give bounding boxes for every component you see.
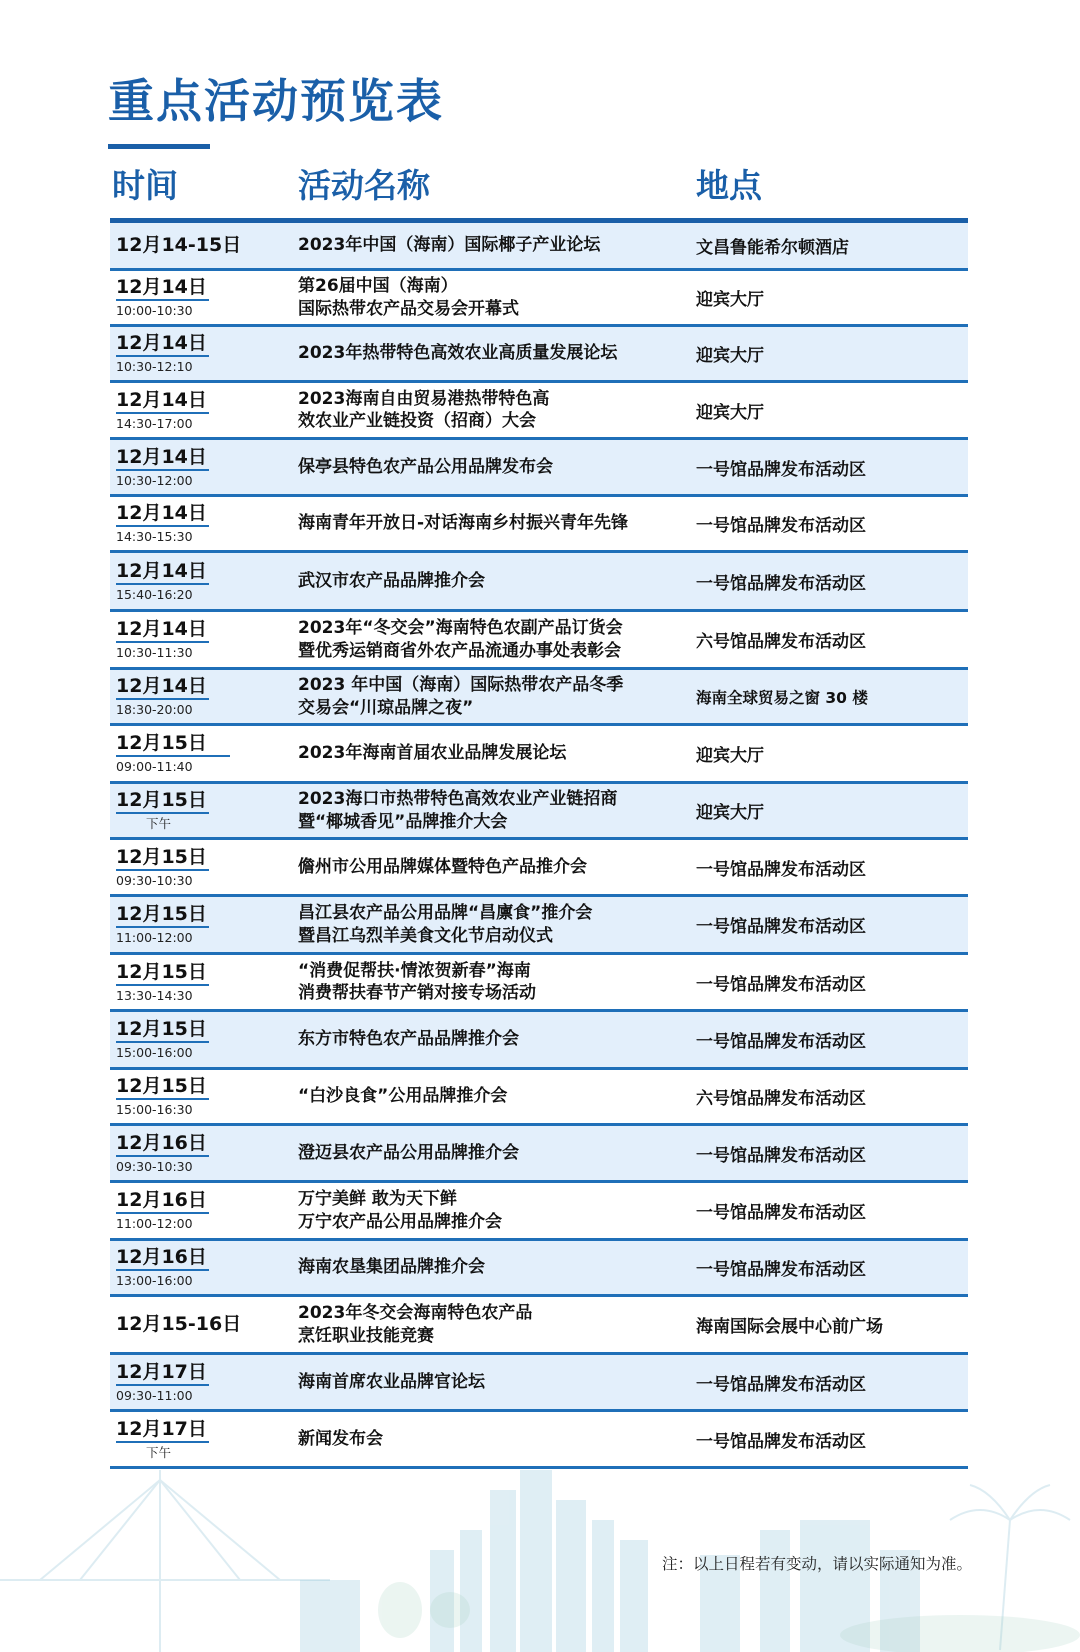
footnote: 注：以上日程若有变动，请以实际通知为准。 — [661, 1555, 972, 1573]
event-date: 12月15日 — [116, 1019, 209, 1043]
event-location: 六号馆品牌发布活动区 — [696, 632, 866, 652]
event-time: 11:00-12:00 — [116, 1216, 193, 1232]
event-name-line: 2023年热带特色高效农业高质量发展论坛 — [298, 343, 618, 364]
event-date: 12月14日 — [116, 447, 209, 471]
event-time: 14:30-17:00 — [116, 415, 193, 431]
event-name — [298, 612, 673, 667]
event-location: 文昌鲁能希尔顿酒店 — [696, 238, 849, 258]
event-location: 海南国际会展中心前广场 — [696, 1317, 883, 1337]
title-underline — [108, 144, 210, 149]
event-location: 一号馆品牌发布活动区 — [696, 573, 866, 594]
event-name — [298, 784, 673, 837]
event-name-line: 海南首席农业品牌官论坛 — [298, 1371, 485, 1392]
event-name-line: 交易会“川琼品牌之夜” — [298, 697, 474, 718]
event-time: 14:30-15:30 — [116, 529, 193, 545]
event-location: 一号馆品牌发布活动区 — [696, 1431, 866, 1452]
event-name-line: 消费帮扶春节产销对接专场活动 — [298, 983, 536, 1003]
event-date: 12月14日 — [116, 390, 209, 414]
event-time: 10:30-12:10 — [116, 359, 193, 375]
date-cell — [116, 612, 286, 667]
event-name — [298, 955, 673, 1009]
event-date: 12月14-15日 — [116, 233, 242, 256]
event-name — [298, 440, 673, 494]
date-cell — [116, 1297, 286, 1352]
event-name-line: 国际热带农产品交易会开幕式 — [298, 298, 519, 319]
event-date: 12月14日 — [116, 561, 209, 585]
table-row — [110, 897, 968, 955]
event-name-line: 儋州市公用品牌媒体暨特色产品推介会 — [298, 856, 587, 877]
event-name — [298, 1012, 673, 1067]
event-time: 下午 — [146, 1444, 172, 1460]
table-row — [110, 497, 968, 553]
date-cell — [116, 955, 286, 1009]
event-name-line: 保亭县特色农产品公用品牌发布会 — [298, 456, 553, 477]
table-row — [110, 1012, 968, 1070]
event-location: 一号馆品牌发布活动区 — [696, 1203, 866, 1223]
date-cell — [116, 1012, 286, 1067]
event-name-line: 暨优秀运销商省外农产品流通办事处表彰会 — [298, 640, 621, 661]
event-name — [298, 497, 673, 550]
table-row — [110, 1297, 968, 1355]
event-name-line: 暨昌江乌烈羊美食文化节启动仪式 — [298, 925, 553, 946]
table-row — [110, 726, 968, 784]
table-row — [110, 1412, 968, 1469]
event-time: 15:40-16:20 — [116, 586, 193, 602]
event-name-line: “消费促帮扶·情浓贺新春”海南 — [298, 960, 531, 981]
table-row — [110, 955, 968, 1012]
header-name: 活动名称 — [298, 166, 430, 205]
event-name — [298, 897, 673, 952]
table-row — [110, 840, 968, 897]
date-cell — [116, 1355, 286, 1409]
date-cell — [116, 271, 286, 324]
table-row — [110, 383, 968, 440]
date-cell — [116, 327, 286, 380]
event-location: 海南全球贸易之窗 30 楼 — [696, 688, 868, 707]
event-time: 15:00-16:30 — [116, 1102, 193, 1118]
event-name — [298, 1241, 673, 1294]
event-date: 12月15日 — [116, 962, 209, 986]
event-name-line: 效农业产业链投资（招商）大会 — [298, 411, 536, 431]
event-location: 迎宾大厅 — [696, 402, 764, 423]
event-name-line: 2023 年中国（海南）国际热带农产品冬季 — [298, 675, 624, 696]
event-name-line: 2023年中国（海南）国际椰子产业论坛 — [298, 235, 601, 256]
event-name-line: 烹饪职业技能竞赛 — [298, 1325, 434, 1346]
event-date: 12月14日 — [116, 333, 209, 357]
event-date: 12月15-16日 — [116, 1312, 242, 1335]
date-cell — [116, 1126, 286, 1180]
event-name — [298, 726, 673, 781]
event-name — [298, 670, 673, 723]
date-cell — [116, 840, 286, 894]
event-date: 12月16日 — [116, 1247, 209, 1271]
event-time: 10:00-10:30 — [116, 303, 193, 319]
event-name-line: 2023海南自由贸易港热带特色高 — [298, 388, 550, 409]
event-location: 一号馆品牌发布活动区 — [696, 1032, 866, 1052]
event-date: 12月17日 — [116, 1419, 209, 1443]
table-row — [110, 1183, 968, 1241]
event-location: 一号馆品牌发布活动区 — [696, 1374, 866, 1395]
event-date: 12月15日 — [116, 847, 209, 871]
event-date: 12月14日 — [116, 277, 209, 301]
event-name-line: 2023海口市热带特色高效农业产业链招商 — [298, 789, 618, 810]
event-name — [298, 1070, 673, 1123]
event-location: 一号馆品牌发布活动区 — [696, 516, 866, 536]
event-name-line: 海南农垦集团品牌推介会 — [298, 1257, 485, 1278]
event-name — [298, 1355, 673, 1409]
page-title: 重点活动预览表 — [108, 74, 444, 128]
event-time: 11:00-12:00 — [116, 930, 193, 946]
event-location: 一号馆品牌发布活动区 — [696, 974, 866, 995]
event-name — [298, 383, 673, 437]
event-name-line: 第26届中国（海南） — [298, 276, 458, 297]
date-cell — [116, 497, 286, 550]
table-row — [110, 1241, 968, 1297]
table-row — [110, 784, 968, 840]
event-time: 10:30-12:00 — [116, 472, 193, 488]
date-cell — [116, 1183, 286, 1238]
event-location: 迎宾大厅 — [696, 803, 764, 823]
table-row — [110, 271, 968, 327]
event-name — [298, 1183, 673, 1238]
table-row — [110, 327, 968, 383]
event-location: 一号馆品牌发布活动区 — [696, 459, 866, 480]
event-time: 13:00-16:00 — [116, 1273, 193, 1289]
event-time: 10:30-11:30 — [116, 645, 193, 661]
event-time: 09:00-11:40 — [116, 759, 193, 775]
event-name — [298, 1297, 673, 1352]
event-name-line: “白沙良食”公用品牌推介会 — [298, 1086, 508, 1107]
event-time: 18:30-20:00 — [116, 702, 193, 718]
event-location: 一号馆品牌发布活动区 — [696, 1260, 866, 1280]
event-name-line: 暨“椰城香见”品牌推介大会 — [298, 811, 508, 832]
event-name-line: 2023年海南首届农业品牌发展论坛 — [298, 743, 567, 764]
event-name — [298, 1126, 673, 1180]
event-location: 迎宾大厅 — [696, 746, 764, 766]
event-name-line: 新闻发布会 — [298, 1428, 383, 1449]
date-cell — [116, 383, 286, 437]
schedule-table — [110, 223, 968, 1469]
event-name — [298, 223, 673, 268]
event-date: 12月16日 — [116, 1133, 209, 1157]
event-name-line: 2023年“冬交会”海南特色农副产品订货会 — [298, 618, 623, 639]
date-cell — [116, 1412, 286, 1466]
event-name — [298, 271, 673, 324]
event-location: 迎宾大厅 — [696, 346, 764, 366]
date-cell — [116, 440, 286, 494]
event-date: 12月14日 — [116, 619, 209, 643]
event-date: 12月15日 — [116, 904, 209, 928]
event-time: 09:30-11:00 — [116, 1387, 193, 1403]
table-row — [110, 440, 968, 497]
table-row — [110, 223, 968, 271]
event-time: 13:30-14:30 — [116, 987, 193, 1003]
event-name-line: 东方市特色农产品品牌推介会 — [298, 1029, 519, 1050]
event-name-line: 武汉市农产品品牌推介会 — [298, 570, 485, 591]
event-time: 15:00-16:00 — [116, 1045, 193, 1061]
date-cell — [116, 726, 286, 781]
event-name-line: 澄迈县农产品公用品牌推介会 — [298, 1142, 519, 1163]
event-name-line: 海南青年开放日-对话海南乡村振兴青年先锋 — [298, 513, 629, 534]
event-date: 12月14日 — [116, 676, 209, 700]
event-location: 一号馆品牌发布活动区 — [696, 859, 866, 880]
table-row — [110, 1070, 968, 1126]
date-cell — [116, 553, 286, 609]
event-date: 12月15日 — [116, 790, 209, 814]
event-name — [298, 327, 673, 380]
event-name-line: 万宁美鲜 敢为天下鲜 — [298, 1189, 457, 1210]
event-name-line: 2023年冬交会海南特色农产品 — [298, 1303, 533, 1324]
event-name — [298, 840, 673, 894]
date-cell — [116, 670, 286, 723]
event-name-line: 昌江县农产品公用品牌“昌廪食”推介会 — [298, 903, 593, 924]
date-cell — [116, 897, 286, 952]
event-name-line: 万宁农产品公用品牌推介会 — [298, 1211, 502, 1232]
event-date: 12月16日 — [116, 1190, 209, 1214]
table-row — [110, 1126, 968, 1183]
event-name — [298, 553, 673, 609]
header-time: 时间 — [112, 166, 178, 205]
event-date: 12月15日 — [116, 733, 230, 757]
table-row — [110, 1355, 968, 1412]
table-row — [110, 670, 968, 726]
header-location: 地点 — [696, 166, 762, 205]
event-date: 12月17日 — [116, 1362, 209, 1386]
date-cell — [116, 784, 286, 837]
event-date: 12月14日 — [116, 503, 209, 527]
event-time: 09:30-10:30 — [116, 1158, 193, 1174]
table-row — [110, 553, 968, 612]
date-cell — [116, 223, 286, 268]
event-time: 09:30-10:30 — [116, 872, 193, 888]
event-date: 12月15日 — [116, 1076, 209, 1100]
date-cell — [116, 1241, 286, 1294]
event-time: 下午 — [146, 816, 172, 832]
event-location: 一号馆品牌发布活动区 — [696, 917, 866, 937]
event-location: 一号馆品牌发布活动区 — [696, 1145, 866, 1166]
event-location: 迎宾大厅 — [696, 290, 764, 310]
table-row — [110, 612, 968, 670]
event-name — [298, 1412, 673, 1466]
date-cell — [116, 1070, 286, 1123]
event-location: 六号馆品牌发布活动区 — [696, 1089, 866, 1109]
